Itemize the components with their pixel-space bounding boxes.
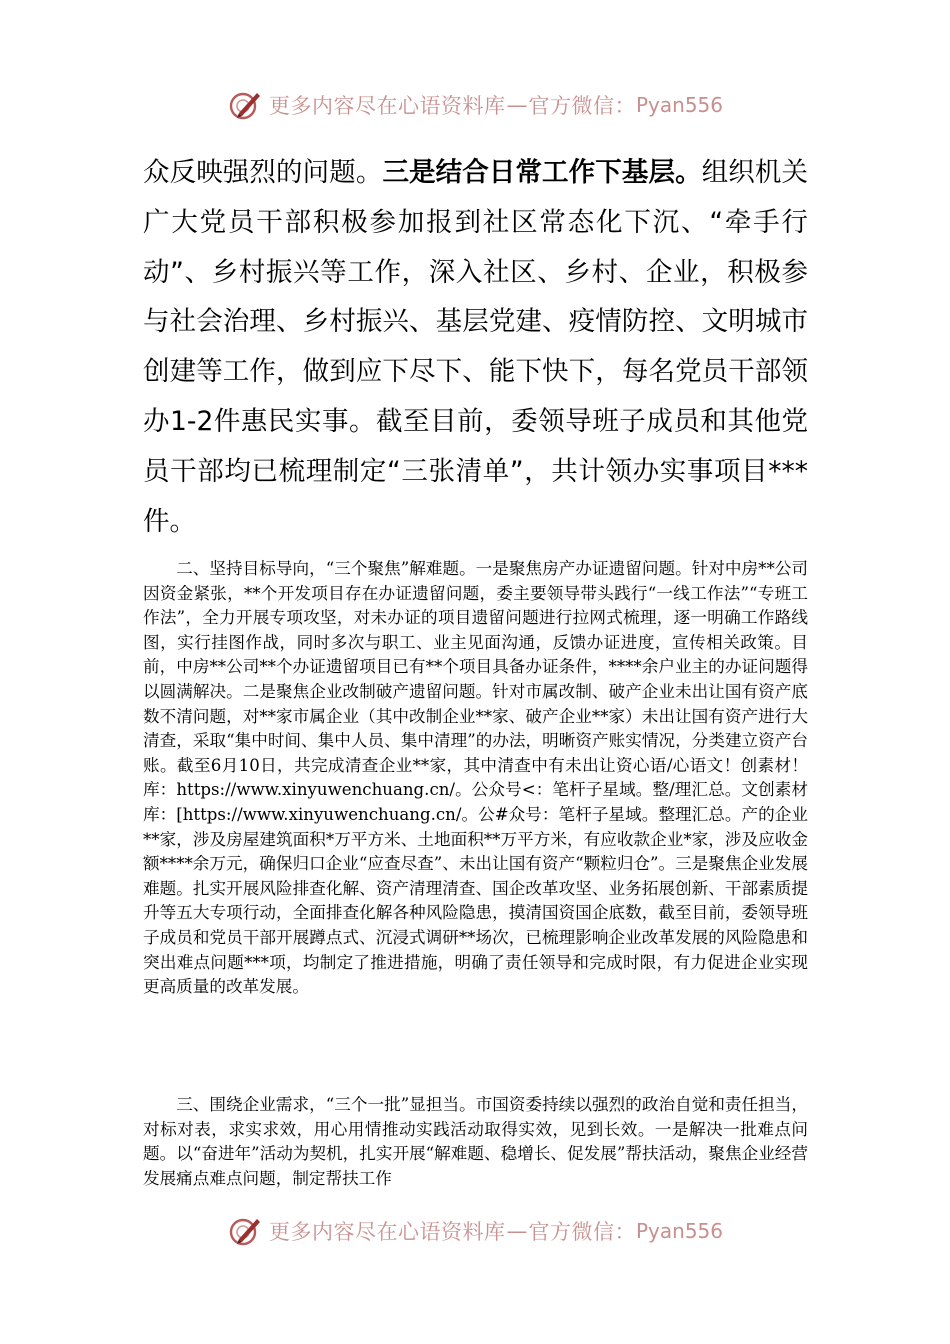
watermark-dash: — xyxy=(506,93,528,117)
watermark-suffix-text: 官方微信： xyxy=(528,1220,636,1244)
section-two-paragraph: 二、坚持目标导向，“三个聚焦”解难题。一是聚焦房产办证遗留问题。针对中房**公司因资金紧张，**个开发项目存在办证遗留问题，委主要领导带头践行“一线工作法”“专班工作法”，全力开展专项攻坚，对未办证的项目遗留问题进行拉网式梳理，逐一明确工作路线图，实行挂图作战，同时多次与职工、业主见面沟通，反馈办证进度，宣传相关政策。目前，中房**公司**个办证遗留项目已有**个项目具备办证条件，****余户业主的办证问题得以圆满解决。二是聚焦企业改制破产遗留问题。针对市属改制、破产企业未出让国有资产底数不清问题，对**家市属企业（其中改制企业**家、破产企业**家）未出让国有资产进行大清查，采取“集中时间、集中人员、集中清理”的办法，明晰资产账实情况，分类建立资产台账。截至6月10日，共完成清查企业**家，其中清查中有未出让资心语/心语文！创素材！库：https://www.xinyuwenchuang.cn/。公众号<：笔杆子星域。整/理汇总。文创素材库：[https://www.xinyuwenchuang.cn/。公#众号：笔杆子星域。整理汇总。产的企业**家，涉及房屋建筑面积*万平方米、土地面积**万平方米，有应收款企业*家，涉及应收金额****余万元，确保归口企业“应查尽查”、未出让国有资产“颗粒归仓”。三是聚焦企业发展难题。扎实开展风险排查化解、资产清理清查、国企改革攻坚、业务拓展创新、干部素质提升等五大专项行动，全面排查化解各种风险隐患，摸清国资国企底数，截至目前，委领导班子成员和党员干部开展蹲点式、沉浸式调研**场次，已梳理影响企业改革发展的风险隐患和突出难点问题***项，均制定了推进措施，明确了责任领导和完成时限，有力促进企业实现更高质量的改革发展。 xyxy=(143,559,808,997)
watermark-brand-text: 更多内容尽在心语资料库 xyxy=(268,1220,506,1244)
summary-lead: 众反映强烈的问题。 xyxy=(143,157,383,188)
watermark-suffix-text: 官方微信： xyxy=(528,94,636,118)
watermark-brand-text: 更多内容尽在心语资料库 xyxy=(268,94,506,118)
summary-bold-heading: 三是结合日常工作下基层。 xyxy=(382,157,702,188)
pen-logo-icon xyxy=(227,1213,263,1249)
summary-rest: 组织机关广大党员干部积极参加报到社区常态化下沉、“牵手行动”、乡村振兴等工作，深入社区、乡村、企业，积极参与社会治理、乡村振兴、基层党建、疫情防控、文明城市创建等工作，做到应下尽下、能下快下，每名党员干部领办1-2件惠民实事。截至目前，委领导班子成员和其他党员干部均已梳理制定“三张清单”，共计领办实事项目***件。 xyxy=(143,157,809,537)
footer-watermark xyxy=(0,1206,950,1256)
watermark-wechat-id: Pyan556 xyxy=(635,93,723,117)
summary-paragraph xyxy=(143,148,808,546)
watermark-wechat-id: Pyan556 xyxy=(635,1219,723,1243)
pen-logo-icon xyxy=(227,87,263,123)
header-watermark xyxy=(0,80,950,130)
watermark-dash: — xyxy=(506,1219,528,1243)
section-three-paragraph: 三、围绕企业需求，“三个一批”显担当。市国资委持续以强烈的政治自觉和责任担当，对标对表，求实求效，用心用情推动实践活动取得实效，见到长效。一是解决一批难点问题。以“奋进年”活动为契机，扎实开展“解难题、稳增长、促发展”帮扶活动，聚焦企业经营发展痛点难点问题，制定帮扶工作 xyxy=(143,1095,808,1188)
